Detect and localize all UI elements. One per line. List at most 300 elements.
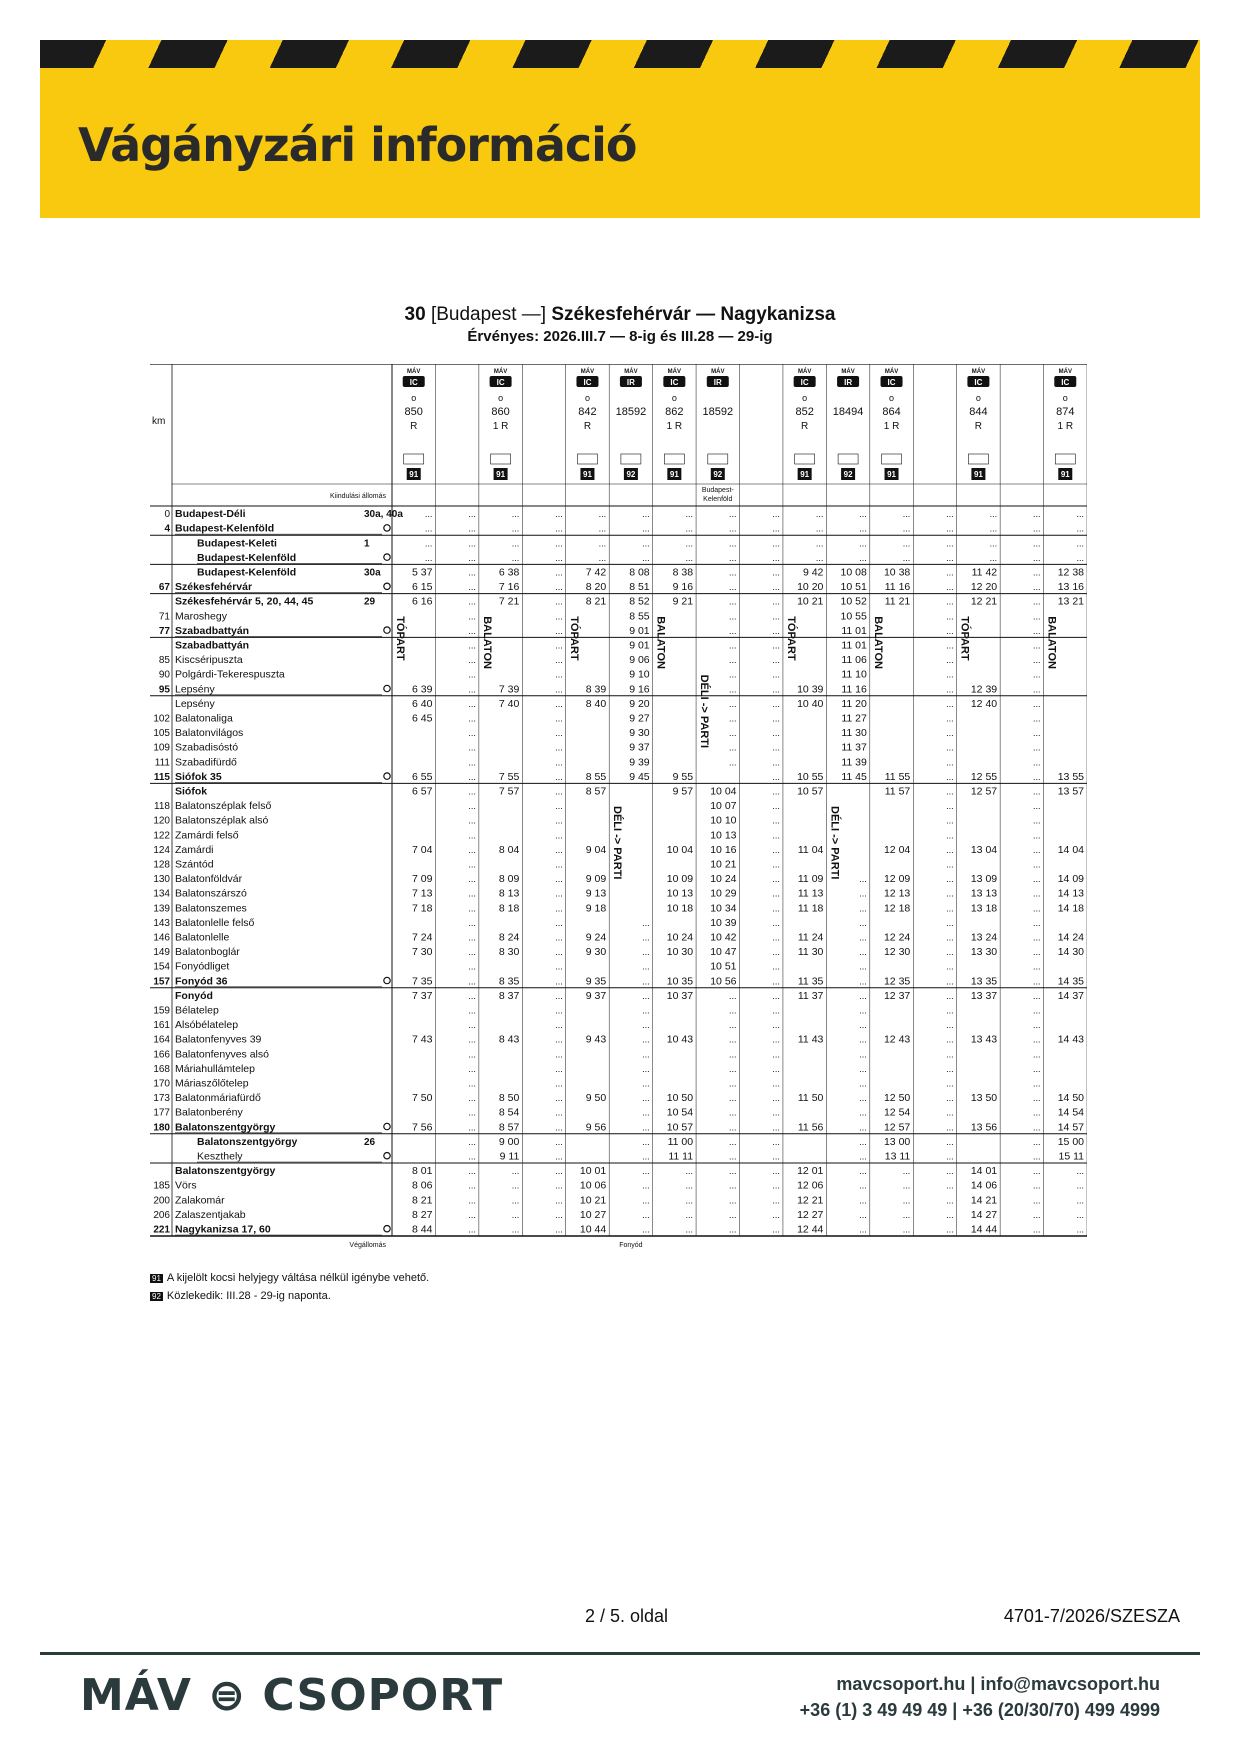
departure-time: 6 45 xyxy=(412,712,433,725)
station-name: Zalakomár xyxy=(175,1194,225,1207)
no-service-dots: ... xyxy=(468,801,476,812)
km-value: 102 xyxy=(153,713,170,725)
departure-time: 14 50 xyxy=(1057,1092,1084,1105)
no-service-dots: ... xyxy=(902,509,911,520)
no-service-dots: ... xyxy=(946,742,954,753)
no-service-dots: ... xyxy=(642,1166,650,1177)
col-origin-label: Kelenföld xyxy=(703,496,733,503)
departure-time: 13 09 xyxy=(970,873,998,886)
no-service-dots: ... xyxy=(642,523,650,534)
no-service-dots: ... xyxy=(859,1049,867,1060)
km-value: 105 xyxy=(153,728,170,740)
station-name: Szabadifürdő xyxy=(175,756,237,769)
no-service-dots: ... xyxy=(728,757,737,768)
no-service-dots: ... xyxy=(859,1063,867,1074)
no-service-dots: ... xyxy=(511,523,520,534)
no-service-dots: ... xyxy=(772,1195,780,1206)
no-service-dots: ... xyxy=(642,1063,650,1074)
direction-label: DÉLI -> PARTI xyxy=(828,806,841,880)
no-service-dots: ... xyxy=(989,552,998,563)
no-service-dots: ... xyxy=(859,990,867,1001)
departure-time: 7 43 xyxy=(412,1033,433,1046)
no-service-dots: ... xyxy=(728,625,737,636)
no-service-dots: ... xyxy=(946,771,954,782)
no-service-dots: ... xyxy=(1033,1209,1041,1220)
departure-time: 8 39 xyxy=(585,683,607,696)
train-mark: o xyxy=(1062,393,1068,403)
departure-time: 11 04 xyxy=(797,843,824,856)
km-value: 115 xyxy=(153,771,170,783)
no-service-dots: ... xyxy=(511,1224,520,1235)
no-service-dots: ... xyxy=(772,874,780,885)
no-service-dots: ... xyxy=(555,1180,563,1191)
departure-time: 11 01 xyxy=(841,624,867,637)
departure-time: 11 37 xyxy=(841,741,867,754)
departure-time: 8 57 xyxy=(498,1121,520,1134)
terminus-icon xyxy=(384,977,390,983)
departure-label: Kiindulási állomás xyxy=(329,493,386,500)
train-note: 91 xyxy=(583,470,592,479)
bike-icon xyxy=(664,454,684,464)
no-service-dots: ... xyxy=(946,728,954,739)
train-mark: o xyxy=(889,393,895,403)
no-service-dots: ... xyxy=(468,523,476,534)
no-service-dots: ... xyxy=(946,1078,954,1089)
station-name: Balatonlelle xyxy=(175,931,230,944)
no-service-dots: ... xyxy=(1033,1063,1041,1074)
km-label: km xyxy=(152,416,166,427)
no-service-dots: ... xyxy=(772,582,780,593)
departure-time: 12 37 xyxy=(883,989,911,1002)
no-service-dots: ... xyxy=(946,888,954,899)
no-service-dots: ... xyxy=(772,1180,780,1191)
departure-time: 8 08 xyxy=(629,566,650,579)
departure-time: 12 13 xyxy=(883,887,911,900)
no-service-dots: ... xyxy=(728,655,737,666)
no-service-dots: ... xyxy=(642,538,650,549)
km-value: 157 xyxy=(153,976,170,988)
departure-time: 8 38 xyxy=(672,566,694,579)
line-number: 30 xyxy=(404,304,426,325)
no-service-dots: ... xyxy=(468,728,476,739)
no-service-dots: ... xyxy=(772,859,780,870)
station-name: Balatonszentgyörgy xyxy=(175,1165,276,1178)
no-service-dots: ... xyxy=(685,523,694,534)
no-service-dots: ... xyxy=(772,961,780,972)
km-value: 0 xyxy=(164,509,170,521)
no-service-dots: ... xyxy=(946,684,954,695)
departure-time: 10 39 xyxy=(710,916,737,929)
no-service-dots: ... xyxy=(642,1136,650,1147)
train-note: 91 xyxy=(800,470,810,479)
no-service-dots: ... xyxy=(685,1166,694,1177)
hazard-stripe xyxy=(40,40,1200,68)
departure-time: 9 30 xyxy=(585,946,607,959)
no-service-dots: ... xyxy=(468,1209,476,1220)
departure-time: 8 51 xyxy=(629,581,650,594)
no-service-dots: ... xyxy=(772,640,780,651)
no-service-dots: ... xyxy=(772,1063,780,1074)
no-service-dots: ... xyxy=(728,1180,737,1191)
departure-time: 13 13 xyxy=(970,887,998,900)
departure-time: 10 13 xyxy=(710,829,737,842)
no-service-dots: ... xyxy=(1033,771,1041,782)
no-service-dots: ... xyxy=(598,523,607,534)
no-service-dots: ... xyxy=(555,1078,563,1089)
no-service-dots: ... xyxy=(946,932,954,943)
no-service-dots: ... xyxy=(772,917,780,928)
no-service-dots: ... xyxy=(1033,698,1041,709)
no-service-dots: ... xyxy=(772,786,780,797)
no-service-dots: ... xyxy=(685,1209,694,1220)
no-service-dots: ... xyxy=(946,903,954,914)
no-service-dots: ... xyxy=(468,844,476,855)
no-service-dots: ... xyxy=(728,742,737,753)
departure-time: 10 13 xyxy=(666,887,694,900)
no-service-dots: ... xyxy=(946,830,954,841)
departure-time: 13 57 xyxy=(1057,785,1084,798)
train-class: 1 R xyxy=(666,421,683,432)
departure-time: 8 30 xyxy=(498,946,520,959)
no-service-dots: ... xyxy=(685,1195,694,1206)
train-mark: o xyxy=(975,393,981,403)
no-service-dots: ... xyxy=(902,523,911,534)
departure-time: 8 55 xyxy=(629,610,650,623)
departure-time: 11 35 xyxy=(797,975,824,988)
operator-label: MÁV xyxy=(580,369,595,375)
departure-time: 7 09 xyxy=(412,873,433,886)
no-service-dots: ... xyxy=(468,859,476,870)
departure-time: 10 54 xyxy=(666,1106,694,1119)
departure-time: 10 20 xyxy=(797,581,824,594)
no-service-dots: ... xyxy=(1033,538,1041,549)
km-value: 154 xyxy=(153,961,170,973)
station-name: Budapest-Kelenföld xyxy=(197,551,297,564)
no-service-dots: ... xyxy=(511,509,520,520)
station-name: Fonyód xyxy=(175,989,213,1002)
departure-time: 9 16 xyxy=(672,581,694,594)
no-service-dots: ... xyxy=(989,509,998,520)
km-value: 146 xyxy=(153,932,170,944)
departure-time: 9 01 xyxy=(629,624,650,637)
no-service-dots: ... xyxy=(815,538,824,549)
no-service-dots: ... xyxy=(1033,713,1041,724)
no-service-dots: ... xyxy=(555,1049,563,1060)
no-service-dots: ... xyxy=(1033,742,1041,753)
departure-time: 11 13 xyxy=(797,887,824,900)
no-service-dots: ... xyxy=(1033,990,1041,1001)
no-service-dots: ... xyxy=(424,509,433,520)
no-service-dots: ... xyxy=(1033,1020,1041,1031)
operator-label: MÁV xyxy=(884,369,899,375)
no-service-dots: ... xyxy=(1033,1049,1041,1060)
departure-time: 9 42 xyxy=(802,566,824,579)
departure-time: 7 24 xyxy=(412,931,433,944)
train-note: 91 xyxy=(496,470,506,479)
no-service-dots: ... xyxy=(468,815,476,826)
departure-time: 9 35 xyxy=(585,975,607,988)
no-service-dots: ... xyxy=(468,976,476,987)
departure-time: 8 24 xyxy=(498,931,520,944)
no-service-dots: ... xyxy=(772,1224,780,1235)
bike-icon xyxy=(795,454,815,464)
no-service-dots: ... xyxy=(468,830,476,841)
direction-label: DÉLI -> PARTI xyxy=(698,674,711,749)
departure-time: 10 47 xyxy=(710,946,737,959)
departure-time: 6 40 xyxy=(412,697,433,710)
departure-time: 14 21 xyxy=(970,1194,998,1207)
station-name: Balatonszéplak felső xyxy=(175,800,272,813)
km-value: 180 xyxy=(153,1122,170,1134)
bike-icon xyxy=(708,454,728,464)
no-service-dots: ... xyxy=(555,1209,563,1220)
departure-time: 12 24 xyxy=(883,931,911,944)
train-class: R xyxy=(974,421,983,432)
no-service-dots: ... xyxy=(468,567,476,578)
departure-time: 11 27 xyxy=(841,712,867,725)
no-service-dots: ... xyxy=(1033,1078,1041,1089)
no-service-dots: ... xyxy=(1033,1151,1041,1162)
station-name: Szabadbattyán xyxy=(175,624,250,637)
departure-time: 9 00 xyxy=(498,1135,520,1148)
no-service-dots: ... xyxy=(772,552,780,563)
no-service-dots: ... xyxy=(728,538,737,549)
no-service-dots: ... xyxy=(859,1122,867,1133)
no-service-dots: ... xyxy=(902,1195,911,1206)
km-value: 90 xyxy=(158,669,170,681)
train-number: 842 xyxy=(578,406,597,418)
timetable-grid xyxy=(150,364,1087,1264)
station-name: Vörs xyxy=(175,1179,197,1192)
no-service-dots: ... xyxy=(772,742,780,753)
no-service-dots: ... xyxy=(642,932,650,943)
no-service-dots: ... xyxy=(989,523,998,534)
train-category: IC xyxy=(887,378,896,387)
no-service-dots: ... xyxy=(859,1209,867,1220)
km-value: 134 xyxy=(153,888,170,900)
no-service-dots: ... xyxy=(728,1122,737,1133)
table-reference: 1 xyxy=(364,538,370,550)
departure-time: 10 18 xyxy=(666,902,694,915)
no-service-dots: ... xyxy=(1033,552,1041,563)
departure-time: 14 24 xyxy=(1057,931,1084,944)
operator-label: MÁV xyxy=(667,369,682,375)
no-service-dots: ... xyxy=(468,947,476,958)
no-service-dots: ... xyxy=(1033,684,1041,695)
no-service-dots: ... xyxy=(1033,976,1041,987)
no-service-dots: ... xyxy=(946,1209,954,1220)
departure-time: 12 06 xyxy=(797,1179,824,1192)
no-service-dots: ... xyxy=(468,611,476,622)
km-value: 200 xyxy=(153,1195,170,1207)
km-value: 118 xyxy=(154,801,170,813)
departure-time: 14 13 xyxy=(1057,887,1084,900)
no-service-dots: ... xyxy=(468,742,476,753)
no-service-dots: ... xyxy=(1033,1180,1041,1191)
no-service-dots: ... xyxy=(642,552,650,563)
km-value: 206 xyxy=(153,1209,170,1221)
departure-time: 11 37 xyxy=(797,989,824,1002)
no-service-dots: ... xyxy=(772,830,780,841)
departure-time: 6 15 xyxy=(412,581,433,594)
no-service-dots: ... xyxy=(946,655,954,666)
no-service-dots: ... xyxy=(815,523,824,534)
departure-time: 7 42 xyxy=(585,566,607,579)
bike-icon xyxy=(968,454,988,464)
no-service-dots: ... xyxy=(642,917,650,928)
no-service-dots: ... xyxy=(728,1166,737,1177)
departure-time: 7 56 xyxy=(412,1121,433,1134)
no-service-dots: ... xyxy=(859,1020,867,1031)
no-service-dots: ... xyxy=(772,1020,780,1031)
no-service-dots: ... xyxy=(772,523,780,534)
no-service-dots: ... xyxy=(728,669,737,680)
train-number: 18494 xyxy=(832,406,864,418)
no-service-dots: ... xyxy=(946,801,954,812)
no-service-dots: ... xyxy=(555,859,563,870)
operator-label: MÁV xyxy=(1058,369,1072,375)
bike-icon xyxy=(838,454,858,464)
station-name: Keszthely xyxy=(197,1150,243,1163)
departure-time: 7 18 xyxy=(412,902,433,915)
departure-time: 13 55 xyxy=(1057,770,1084,783)
no-service-dots: ... xyxy=(642,1151,650,1162)
no-service-dots: ... xyxy=(946,947,954,958)
departure-time: 8 13 xyxy=(498,887,520,900)
departure-time: 11 56 xyxy=(797,1121,824,1134)
train-note: 91 xyxy=(669,470,679,479)
no-service-dots: ... xyxy=(859,917,867,928)
station-name: Siófok xyxy=(175,785,208,798)
departure-time: 9 39 xyxy=(629,756,650,769)
departure-time: 12 39 xyxy=(970,683,998,696)
no-service-dots: ... xyxy=(555,815,563,826)
departure-time: 11 21 xyxy=(884,595,911,608)
station-name: Balatonlelle felső xyxy=(175,916,255,929)
departure-time: 14 09 xyxy=(1057,873,1084,886)
no-service-dots: ... xyxy=(946,874,954,885)
no-service-dots: ... xyxy=(859,903,867,914)
no-service-dots: ... xyxy=(772,625,780,636)
no-service-dots: ... xyxy=(642,961,650,972)
no-service-dots: ... xyxy=(468,596,476,607)
departure-time: 8 21 xyxy=(412,1194,433,1207)
no-service-dots: ... xyxy=(511,1195,520,1206)
no-service-dots: ... xyxy=(555,567,563,578)
station-name: Zamárdi xyxy=(175,843,214,856)
no-service-dots: ... xyxy=(859,874,867,885)
station-name: Balatonfenyves 39 xyxy=(175,1033,262,1046)
terminus-icon xyxy=(384,1123,390,1129)
no-service-dots: ... xyxy=(859,1151,867,1162)
terminus-icon xyxy=(384,1153,390,1159)
no-service-dots: ... xyxy=(555,713,563,724)
km-value: 122 xyxy=(153,830,170,842)
no-service-dots: ... xyxy=(1033,582,1041,593)
no-service-dots: ... xyxy=(772,669,780,680)
departure-time: 10 09 xyxy=(666,873,694,886)
no-service-dots: ... xyxy=(859,523,867,534)
no-service-dots: ... xyxy=(468,874,476,885)
departure-time: 12 21 xyxy=(970,595,998,608)
no-service-dots: ... xyxy=(511,1166,520,1177)
station-name: Balatonszemes xyxy=(175,902,247,915)
no-service-dots: ... xyxy=(642,990,650,1001)
no-service-dots: ... xyxy=(642,1107,650,1118)
no-service-dots: ... xyxy=(1033,1224,1041,1235)
direction-label: TÓPART xyxy=(394,616,406,661)
no-service-dots: ... xyxy=(555,961,563,972)
departure-time: 11 18 xyxy=(797,902,824,915)
km-value: 173 xyxy=(153,1093,170,1105)
departure-time: 13 35 xyxy=(970,975,998,988)
no-service-dots: ... xyxy=(468,698,476,709)
train-category: IC xyxy=(409,378,418,387)
departure-time: 13 24 xyxy=(970,931,998,944)
route-bracket: [Budapest —] xyxy=(430,304,547,325)
no-service-dots: ... xyxy=(772,698,780,709)
km-value: 177 xyxy=(153,1107,170,1119)
departure-time: 7 40 xyxy=(498,697,520,710)
train-note: 92 xyxy=(843,470,853,479)
departure-time: 6 38 xyxy=(498,566,520,579)
departure-time: 9 50 xyxy=(585,1092,607,1105)
no-service-dots: ... xyxy=(1033,523,1041,534)
km-value: 166 xyxy=(153,1049,170,1061)
train-mark: o xyxy=(671,393,677,403)
train-number: 18592 xyxy=(615,406,647,418)
no-service-dots: ... xyxy=(728,1063,737,1074)
contact-web-email: mavcsoport.hu | info@mavcsoport.hu xyxy=(836,1674,1160,1694)
no-service-dots: ... xyxy=(772,947,780,958)
departure-time: 10 40 xyxy=(797,697,824,710)
station-name: Bélatelep xyxy=(175,1004,219,1017)
table-reference: 26 xyxy=(364,1136,376,1148)
departure-time: 10 21 xyxy=(797,595,824,608)
no-service-dots: ... xyxy=(902,538,911,549)
no-service-dots: ... xyxy=(1033,903,1041,914)
no-service-dots: ... xyxy=(555,917,563,928)
train-category: IC xyxy=(1061,378,1070,387)
no-service-dots: ... xyxy=(555,932,563,943)
page-number: 2 / 5. oldal xyxy=(585,1606,669,1626)
no-service-dots: ... xyxy=(946,509,954,520)
no-service-dots: ... xyxy=(642,1195,650,1206)
train-number: 864 xyxy=(882,406,901,418)
km-value: 149 xyxy=(153,947,170,959)
no-service-dots: ... xyxy=(728,1005,737,1016)
no-service-dots: ... xyxy=(1033,859,1041,870)
no-service-dots: ... xyxy=(685,1224,694,1235)
departure-time: 7 21 xyxy=(498,595,520,608)
station-name: Polgárdi-Tekerespuszta xyxy=(175,668,285,681)
station-name: Siófok 35 xyxy=(175,770,222,783)
station-name: Balatonszárszó xyxy=(175,887,247,900)
km-value: 124 xyxy=(153,844,170,856)
bike-icon xyxy=(882,454,902,464)
km-value: 139 xyxy=(153,903,170,915)
departure-time: 8 44 xyxy=(412,1223,433,1236)
departure-time: 10 29 xyxy=(710,887,737,900)
no-service-dots: ... xyxy=(468,1107,476,1118)
no-service-dots: ... xyxy=(946,1034,954,1045)
km-value: 170 xyxy=(153,1078,170,1090)
no-service-dots: ... xyxy=(555,552,563,563)
station-name: Budapest-Déli xyxy=(175,508,246,521)
no-service-dots: ... xyxy=(1033,567,1041,578)
no-service-dots: ... xyxy=(555,669,563,680)
km-value: 120 xyxy=(153,815,170,827)
